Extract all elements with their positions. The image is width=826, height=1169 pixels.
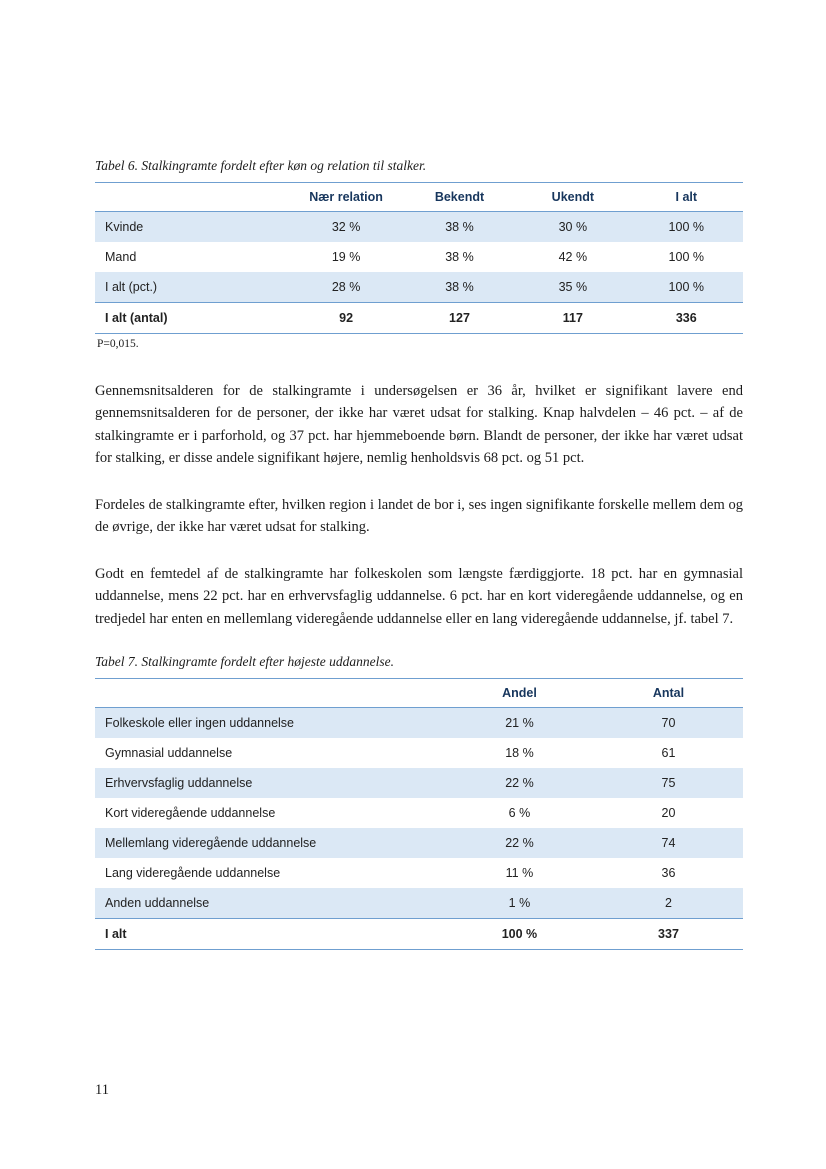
table-cell: 2 <box>665 896 672 911</box>
table-row <box>95 242 743 272</box>
table-total-row <box>95 303 743 334</box>
table-cell: 42 % <box>558 250 588 264</box>
table-cell: 100 % <box>668 220 704 234</box>
row-label: Mellemlang videregående uddannelse <box>105 836 317 851</box>
table-cell: 22 % <box>505 836 534 851</box>
column-header: Antal <box>652 686 685 701</box>
table7-caption: Tabel 7. Stalkingramte fordelt efter højeste uddannelse. <box>95 654 394 670</box>
page-content <box>95 158 743 950</box>
table-cell: 127 <box>449 311 470 325</box>
column-header: Ukendt <box>551 190 595 204</box>
paragraph: Gennemsnitsalderen for de stalkingramte i undersøgelsen er 36 år, hvilket er signifikant lavere end gennemsnitsalderen for de personer, der ikke har været udsat for stalking. Knap halvdelen – 46 pct. – af de stalkingramte er i parforhold, og 37 pct. har hjemmeboende børn. Blandt de personer, der ikke har været udsat for stalking, er disse andele signifikant højere, nemlig henholdsvis 68 pct. og 51 pct. <box>95 383 743 467</box>
row-label: Lang videregående uddannelse <box>105 866 281 881</box>
table-cell: 28 % <box>331 280 361 294</box>
table-row <box>95 708 743 739</box>
table-cell: 38 % <box>445 220 474 234</box>
row-label: Kvinde <box>105 220 144 234</box>
row-label: I alt (antal) <box>105 311 168 325</box>
table-cell: 11 % <box>505 866 534 881</box>
table-cell: 100 % <box>668 280 704 294</box>
table-cell: 100 % <box>501 927 538 942</box>
table-cell: 35 % <box>558 280 588 294</box>
row-label: Anden uddannelse <box>105 896 210 911</box>
table-row <box>95 858 743 888</box>
column-header <box>95 679 445 708</box>
table6 <box>95 182 743 334</box>
table-total-row <box>95 919 743 950</box>
row-label: Gymnasial uddannelse <box>105 746 233 761</box>
table-cell: 336 <box>675 311 697 325</box>
table-cell: 100 % <box>668 250 704 264</box>
table-row <box>95 888 743 919</box>
table-cell: 36 <box>661 866 676 881</box>
row-label: Kort videregående uddannelse <box>105 806 276 821</box>
table-row <box>95 798 743 828</box>
table-cell: 6 % <box>508 806 531 821</box>
column-header: Bekendt <box>434 190 485 204</box>
table7 <box>95 678 743 950</box>
table-cell: 30 % <box>558 220 588 234</box>
row-label: I alt <box>105 927 127 942</box>
table-cell: 74 <box>661 836 676 851</box>
table-cell: 61 <box>661 746 676 761</box>
table-cell: 21 % <box>505 716 534 731</box>
column-header: Andel <box>502 686 537 701</box>
row-label: I alt (pct.) <box>105 280 158 294</box>
paragraph: Fordeles de stalkingramte efter, hvilken region i landet de bor i, ses ingen signifikante forskelle mellem dem og de øvrige, der ikke har været udsat for stalking. <box>95 496 743 536</box>
table-row <box>95 768 743 798</box>
table6-caption: Tabel 6. Stalkingramte fordelt efter køn og relation til stalker. <box>95 158 427 173</box>
table-cell: 337 <box>658 927 679 942</box>
table-cell: 75 <box>661 776 676 791</box>
table-cell: 22 % <box>505 776 534 791</box>
table-cell: 18 % <box>505 746 534 761</box>
table7-header-row <box>95 679 743 708</box>
table-cell: 38 % <box>445 250 474 264</box>
table-row <box>95 212 743 243</box>
table-row <box>95 272 743 303</box>
table-cell: 19 % <box>331 250 361 264</box>
table6-significance-note: P=0,015. <box>97 338 139 350</box>
table-row <box>95 828 743 858</box>
row-label: Folkeskole eller ingen uddannelse <box>105 716 295 731</box>
column-header: Nær relation <box>309 190 383 204</box>
table-cell: 117 <box>562 311 583 325</box>
column-header <box>95 183 289 212</box>
table-cell: 38 % <box>445 280 474 294</box>
table-row <box>95 738 743 768</box>
table-cell: 1 % <box>508 896 531 911</box>
paragraph: Godt en femtedel af de stalkingramte har folkeskolen som længste færdiggjorte. 18 pct. har en gymnasial uddannelse, mens 22 pct. har en erhvervsfaglig uddannelse. 6 pct. har en kort videregående uddannelse, og en tredjedel har enten en mellemlang videregående uddannelse eller en lang videregående uddannelse, jf. tabel 7. <box>95 565 743 627</box>
row-label: Mand <box>105 250 137 264</box>
table-cell: 92 <box>339 311 354 325</box>
column-header: I alt <box>675 190 698 204</box>
table6-header-row <box>95 183 743 212</box>
page-number: 11 <box>95 1082 109 1098</box>
table-cell: 20 <box>661 806 676 821</box>
table-cell: 32 % <box>331 220 361 234</box>
table-cell: 70 <box>661 716 676 731</box>
row-label: Erhvervsfaglig uddannelse <box>105 776 253 791</box>
